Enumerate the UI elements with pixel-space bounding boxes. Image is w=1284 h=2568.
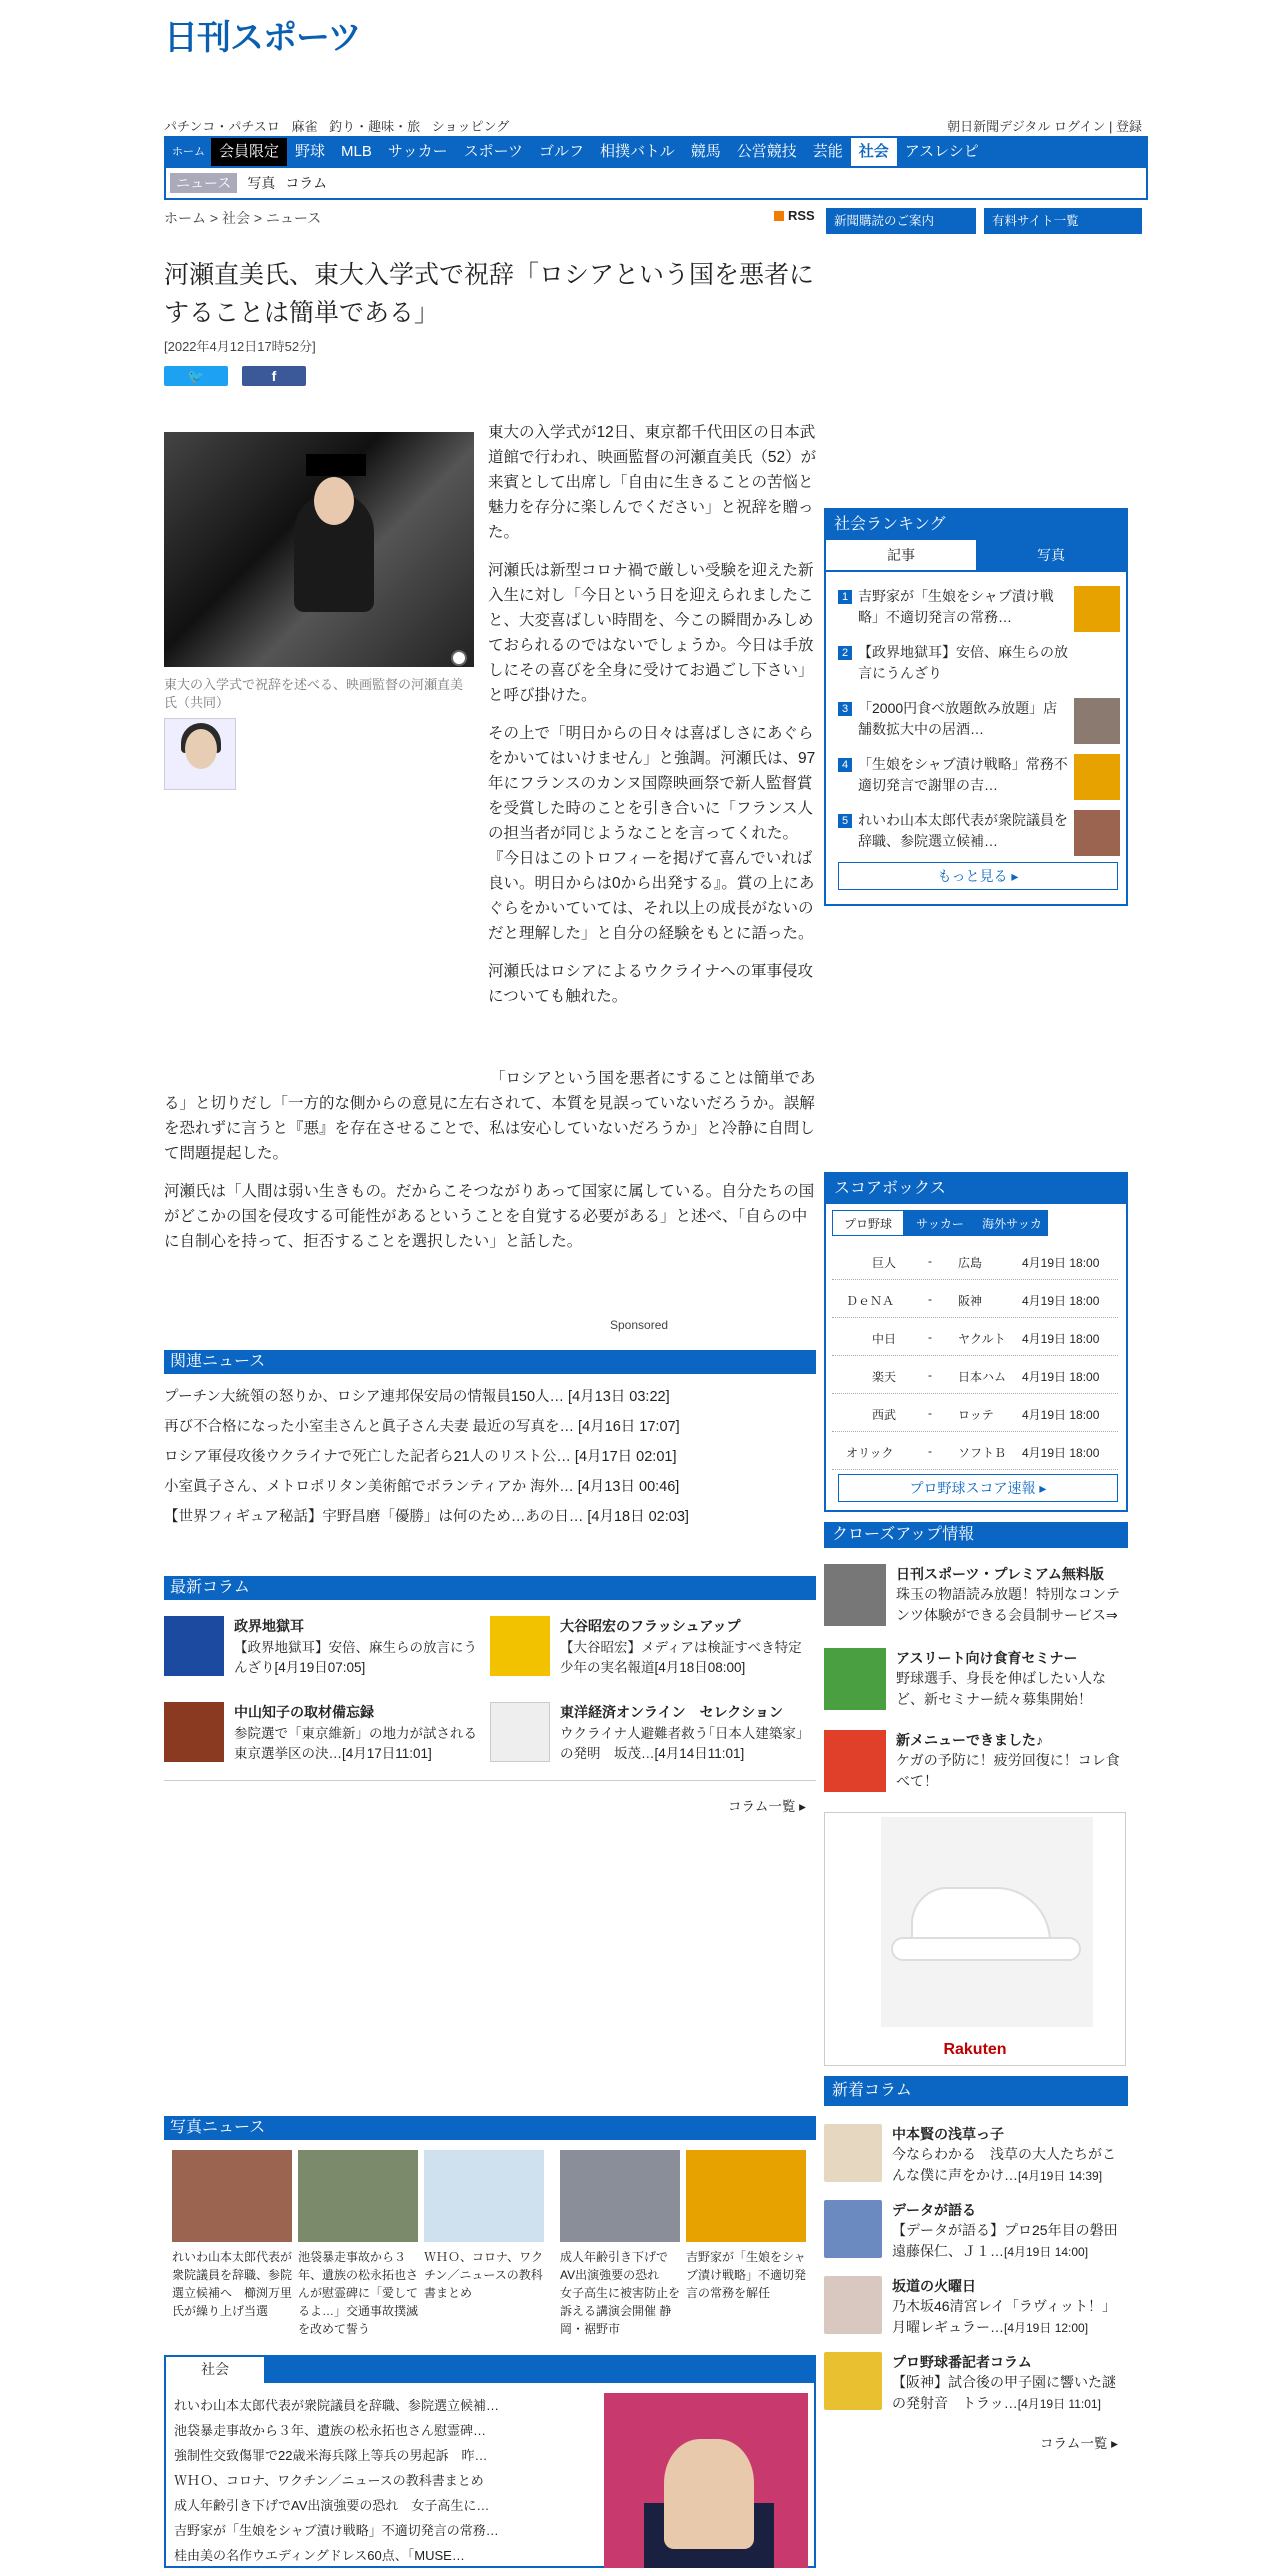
photo-news-item[interactable] [686,2150,806,2302]
closeup-item[interactable] [824,1648,1128,1712]
column-title: 大谷昭宏のフラッシュアップ [560,1618,741,1634]
paragraph: 河瀬氏は「人間は弱い生きもの。だからこそつながりあって国家に属している。自分たちの国がどこかの国を侵攻する可能性があるということを自覚する必要がある」と述べ、「自らの中に自制心を持って、拒否することを選択したい」と話した。 [164,1183,815,1250]
tab-soccer[interactable]: サッカー [904,1210,976,1236]
society-news-item[interactable]: ＷＨＯ、コロナ、ワクチン／ニュースの教科書まとめ [174,2473,484,2488]
rakuten-logo: Rakuten [943,2041,1007,2058]
column-item[interactable] [164,1702,484,1776]
nav-entertainment[interactable]: 芸能 [812,143,843,160]
closeup-title: アスリート向け食育セミナー [896,1650,1078,1666]
column-desc: 参院選で「東京維新」の地力が試される東京選挙区の決…[4月17日11:01] [234,1726,477,1761]
society-news-item[interactable]: 成人年齢引き下げでAV出演強要の恐れ 女子高生に… [174,2498,490,2513]
nav-athrecipe[interactable]: アスレシピ [904,143,979,160]
photo-news [164,2116,816,2336]
column-title: 中山知子の取材備忘録 [234,1704,374,1720]
related-news-item[interactable]: プーチン大統領の怒りか、ロシア連邦保安局の情報員150人… [4月13日 03:22] [164,1389,670,1405]
subnav-fishing[interactable]: 釣り・趣味・旅 [329,119,421,134]
new-column-item[interactable] [824,2276,1128,2348]
ranking-item[interactable]: 2 【政界地獄耳】安倍、麻生らの放言にうんざり [838,642,1122,696]
new-column-item[interactable] [824,2352,1128,2424]
closeup-desc: ケガの予防に！疲労回復に！コレ食べて！ [896,1752,1120,1789]
society-news-item[interactable]: れいわ山本太郎代表が衆院議員を辞職、参院選立候補… [174,2398,500,2413]
lnav-column[interactable]: コラム [285,175,328,191]
ranking-text: 「生娘をシャブ漬け戦略」常務不適切発言で謝罪の吉… [858,756,1068,793]
photo-news-item[interactable] [298,2150,418,2338]
nav-sumo[interactable]: 相撲バトル [600,143,675,160]
site-logo[interactable]: 日刊スポーツ [164,18,361,58]
divider [164,1780,816,1781]
photo-news-text: れいわ山本太郎代表が衆院議員を辞職、参院選立候補へ 櫛渕万里氏が繰り上げ当選 [172,2250,293,2318]
sponsored-label: Sponsored [610,1318,669,1332]
global-navigation [164,136,1148,168]
society-news-item[interactable]: 強制性交致傷罪で22歳米海兵隊上等兵の男起訴 昨… [174,2448,488,2463]
tab-overseas-soccer[interactable]: 海外サッカー [976,1210,1048,1236]
ranking-item[interactable]: 5 れいわ山本太郎代表が衆院議員を辞職、参院選立候補… [838,810,1122,864]
facebook-icon: f [271,368,277,384]
login-link[interactable]: ログイン [1054,119,1106,134]
latest-columns [164,1576,816,1810]
ranking-item[interactable]: 4 「生娘をシャブ漬け戦略」常務不適切発言で謝罪の吉… [838,754,1122,808]
score-row[interactable]: ＤｅＮＡ - 阪神 4月19日 18:00 [832,1280,1118,1318]
photo-news-text: 池袋暴走事故から３年、遺族の松永拓也さんが慰霊碑に「愛してるよ…」交通事故撲滅を改めて誓う [298,2250,419,2336]
new-column-item[interactable] [824,2124,1128,2196]
column-icon [490,1616,550,1676]
register-link[interactable]: 登録 [1115,119,1142,134]
column-title: 政界地獄耳 [234,1618,304,1634]
photo-news-text: ＷＨＯ、コロナ、ワクチン／ニュースの教科書まとめ [424,2250,544,2300]
paragraph: 東大の入学式が12日、東京都千代田区の日本武道館で行われ、映画監督の河瀬直美氏（52）が来賓として出席し「自由に生きることの苦悩と魅力を存分に楽しんでください」と祝辞を贈った。 [488,424,817,541]
zoom-icon[interactable] [451,650,467,666]
photo-news-text: 成人年齢引き下げでAV出演強要の恐れ 女子高生に被害防止を訴える講演会開催 静岡・裾野市 [560,2250,681,2336]
column-list-label: コラム一覧 [728,1799,796,1814]
facebook-share-button[interactable] [242,366,306,386]
lnav-news[interactable]: ニュース [170,173,237,193]
ranking-text: 吉野家が「生娘をシャブ漬け戦略」不適切発言の常務… [858,588,1054,625]
tab-photos[interactable]: 写真 [976,540,1126,570]
rss-link[interactable] [774,208,815,223]
rss-icon [774,211,784,221]
score-row[interactable]: オリック - ソフトＢ 4月19日 18:00 [832,1432,1118,1470]
related-news [164,1350,816,1532]
new-column-desc: 【データが語る】プロ25年目の磐田遠藤保仁、Ｊ１…[4月19日 14:00] [892,2222,1118,2259]
closeup-desc: 珠玉の物語読み放題！特別なコンテンツ体験ができる会員制サービス⇒ [896,1586,1120,1623]
photo-thumbnail[interactable] [164,718,236,790]
new-column-title: データが語る [892,2202,976,2218]
twitter-icon: 🐦 [187,368,205,384]
score-box-heading: スコアボックス [826,1174,1126,1204]
score-box [824,1172,1128,1512]
nav-society[interactable]: 社会 [851,138,897,166]
closeup-item[interactable] [824,1564,1128,1628]
new-column-title: 中本賢の浅草っ子 [892,2126,1004,2142]
tab-articles[interactable]: 記事 [826,540,976,570]
column-item[interactable] [164,1616,484,1690]
nav-baseball[interactable]: 野球 [295,143,326,160]
new-columns-heading: 新着コラム [824,2076,1128,2106]
column-desc: 【政界地獄耳】安倍、麻生らの放言にうんざり[4月19日07:05] [234,1640,477,1675]
subnav-shopping[interactable]: ショッピング [431,119,510,134]
subnav-mahjong[interactable]: 麻雀 [291,119,318,134]
new-column-list-label: コラム一覧 [1040,2436,1108,2451]
society-featured-photo[interactable] [604,2393,808,2568]
rss-label: RSS [788,208,815,223]
score-row[interactable]: 楽天 - 日本ハム 4月19日 18:00 [832,1356,1118,1394]
asahi-digital-link[interactable]: 朝日新聞デジタル [947,119,1051,134]
photo-news-text: 吉野家が「生娘をシャブ漬け戦略」不適切発言の常務を解任 [686,2250,807,2300]
new-column-desc: 乃木坂46清宮レイ「ラヴィット！」月曜レギュラー…[4月19日 12:00] [892,2298,1117,2335]
tab-pro-baseball[interactable]: プロ野球 [832,1210,904,1236]
related-news-item[interactable]: 再び不合格になった小室圭さんと眞子さん夫妻 最近の写真を… [4月16日 17:07] [164,1419,680,1435]
paragraph: 河瀬氏はロシアによるウクライナへの軍事侵攻についても触れた。 [488,963,814,1005]
closeup-heading: クローズアップ情報 [824,1522,1128,1548]
photo-news-item[interactable] [424,2150,544,2302]
paragraph: その上で「明日からの日々は喜ばしさにあぐらをかいてはいけません」と強調。河瀬氏は、97年にフランスのカンヌ国際映画祭で新人監督賞を受賞した時のことを引き合いに「フランス人の担当者が同じようなことを言ってくれた。『今日はこのトロフィーを掲げて喜んでいれば良い。明日からは0から出発する』。賞の上にあぐらをかいていては、それ以上の成長がないのだと理解した」と自分の経験をもとに語った。 [488,725,816,942]
latest-columns-heading: 最新コラム [164,1576,816,1600]
column-list-link[interactable]: コラム一覧 ▸ [728,1799,806,1814]
new-column-title: プロ野球番記者コラム [892,2354,1032,2370]
related-news-item[interactable]: ロシア軍侵攻後ウクライナで死亡した記者ら21人のリスト公… [4月17日 02:01] [164,1449,677,1465]
new-column-list-link[interactable]: コラム一覧 ▸ [1040,2436,1118,2451]
related-news-heading: 関連ニュース [164,1350,816,1374]
paragraph: 河瀬氏は新型コロナ禍で厳しい受験を迎えた新入生に対し「今日という日を迎えられましたこと、大変喜ばしい時間を、今この瞬間かみしめておられるのではないでしょうか。今日は手放しにその喜びを全身に受けてお過ごし下さい」と呼び掛けた。 [488,562,814,704]
baseball-score-button[interactable]: プロ野球スコア速報 ▸ [838,1474,1118,1502]
paragraph: 「ロシアという国を悪者にすることは簡単である」と切りだし「一方的な側からの意見に左右されて、本質を見誤っていないだろうか。誤解を恐れずに言うと『悪』を存在させることで、私は安心していないだろうか」と冷静に自問して問題提起した。 [164,1070,816,1162]
score-row[interactable]: 西武 - ロッテ 4月19日 18:00 [832,1394,1118,1432]
score-row[interactable]: 巨人 - 広島 4月19日 18:00 [832,1242,1118,1280]
photo-caption: 東大の入学式で祝辞を述べる、映画監督の河瀬直美氏（共同） [164,677,464,710]
advertisement[interactable] [824,1812,1126,2066]
related-news-item[interactable]: 小室眞子さん、メトロポリタン美術館でボランティアか 海外… [4月13日 00:46] [164,1479,680,1495]
column-title: 東洋経済オンライン セレクション [560,1704,784,1720]
score-row[interactable]: 中日 - ヤクルト 4月19日 18:00 [832,1318,1118,1356]
closeup-item[interactable] [824,1730,1128,1794]
article-title: 河瀬直美氏、東大入学式で祝辞「ロシアという国を悪者にすることは簡単である」 [164,261,815,327]
nav-soccer[interactable]: サッカー [387,143,448,160]
nav-sports[interactable]: スポーツ [463,143,523,160]
closeup-title: 日刊スポーツ・プレミアム無料版 [896,1566,1104,1582]
lnav-photo[interactable]: 写真 [247,175,276,191]
twitter-share-button[interactable] [164,366,228,386]
nav-public-racing[interactable]: 公営競技 [736,143,797,160]
ranking-text: れいわ山本太郎代表が衆院議員を辞職、参院選立候補… [858,812,1068,849]
baseball-score-label: プロ野球スコア速報 [909,1480,1036,1496]
related-news-item[interactable]: 【世界フィギュア秘話】宇野昌磨「優勝」は何のため…あの日… [4月18日 02:03] [164,1509,689,1525]
society-news-item[interactable]: 桂由美の名作ウエディングドレス60点、「MUSE… [174,2548,465,2563]
sub-navigation: パチンコ・パチスロ 麻雀 釣り・趣味・旅 ショッピング 朝日新聞デジタル ログイン | 登録 [164,119,1142,134]
paid-sites-label: 有料サイト一覧 [992,214,1079,228]
ranking-heading: 社会ランキング [826,510,1126,540]
nav-mlb[interactable]: MLB [341,143,372,160]
article-date: [2022年4月12日17時52分] [164,339,316,354]
ranking-item[interactable]: 3 「2000円食べ放題飲み放題」店舗数拡大中の居酒… [838,698,1122,752]
closeup-title: 新メニューできました♪ [896,1732,1043,1748]
subscription-button[interactable] [826,208,976,234]
paid-sites-button[interactable] [984,208,1142,234]
nav-golf[interactable]: ゴルフ [538,143,584,160]
society-ranking [824,508,1128,906]
column-icon [490,1702,550,1762]
local-navigation [164,168,1148,200]
new-column-desc: 今ならわかる 浅草の大人たちがこんな僕に声をかけ…[4月19日 14:39] [892,2146,1116,2183]
ranking-text: 【政界地獄耳】安倍、麻生らの放言にうんざり [858,644,1068,681]
closeup-desc: 野球選手、身長を伸ばしたい人など、新セミナー続々募集開始！ [896,1670,1106,1707]
photo-news-item[interactable] [172,2150,292,2320]
ranking-item[interactable]: 1 吉野家が「生娘をシャブ漬け戦略」不適切発言の常務… [838,586,1122,640]
nav-home[interactable]: ホーム [166,138,211,166]
photo-news-heading: 写真ニュース [164,2116,816,2140]
column-desc: ウクライナ人避難者救う｢日本人建築家｣の発明 坂茂…[4月14日11:01] [560,1726,803,1761]
column-desc: 【大谷昭宏】メディアは検証すべき特定少年の実名報道[4月18日08:00] [560,1640,802,1675]
column-icon [164,1702,224,1762]
shoe-image [881,1817,1093,2027]
new-column-item[interactable] [824,2200,1128,2272]
column-item[interactable] [490,1616,810,1690]
subscription-label: 新聞購読のご案内 [834,214,935,228]
society-news-item[interactable]: 池袋暴走事故から３年、遺族の松永拓也さん慰霊碑… [174,2423,487,2438]
photo-news-item[interactable] [560,2150,680,2338]
article-photo[interactable] [164,432,474,667]
tab-society[interactable]: 社会 [166,2357,266,2383]
nav-members-only[interactable]: 会員限定 [211,138,287,166]
article-body-top [488,420,818,1022]
new-column-title: 坂道の火曜日 [892,2278,976,2294]
column-icon [164,1616,224,1676]
society-news-item[interactable]: 吉野家が「生娘をシャブ漬け戦略」不適切発言の常務… [174,2523,499,2538]
ranking-text: 「2000円食べ放題飲み放題」店舗数拡大中の居酒… [858,700,1058,737]
breadcrumb[interactable]: ホーム > 社会 > ニュース [164,210,322,226]
ranking-more-label: もっと見る [937,868,1008,884]
new-column-desc: 【阪神】試合後の甲子園に響いた謎の発射音 トラッ…[4月19日 11:01] [892,2374,1116,2411]
nav-keiba[interactable]: 競馬 [690,143,721,160]
subnav-pachinko[interactable]: パチンコ・パチスロ [164,119,280,134]
article-body-bottom [164,1066,816,1267]
ranking-more-button[interactable]: もっと見る ▸ [838,862,1118,890]
column-item[interactable] [490,1702,810,1776]
society-news-box [164,2355,816,2568]
